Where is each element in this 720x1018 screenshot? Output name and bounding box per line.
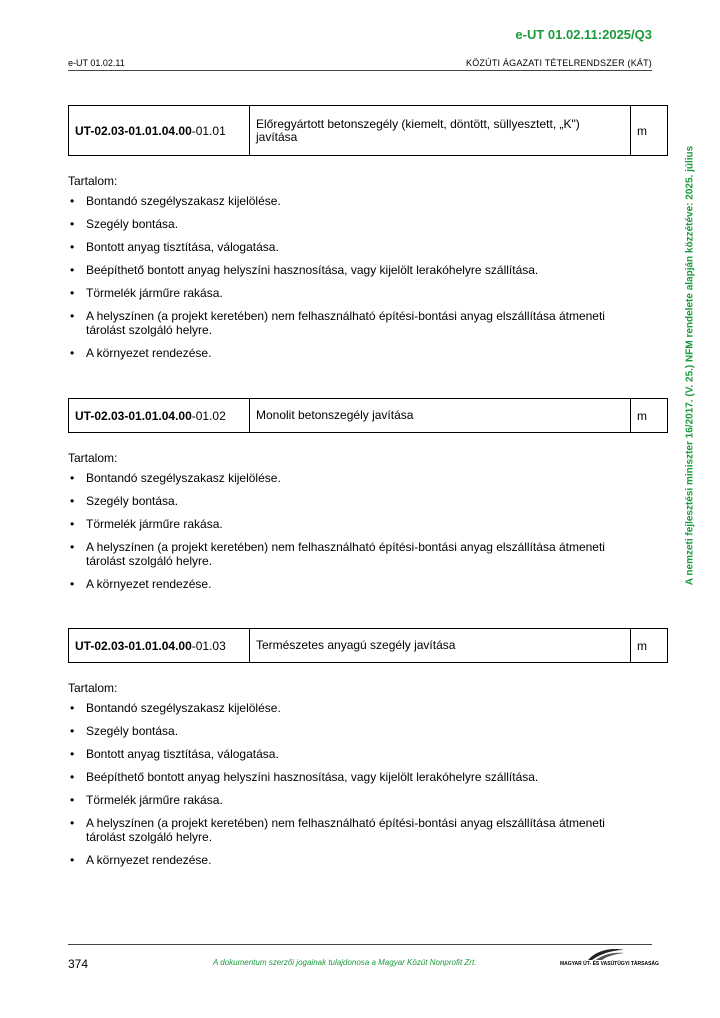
list-item: • Szegély bontása.	[70, 217, 179, 231]
list-item: • Beépíthető bontott anyag helyszíni hasznosítása, vagy kijelölt lerakóhelyre szállítása.	[70, 263, 539, 277]
footer-divider	[68, 944, 652, 945]
list-item: • Beépíthető bontott anyag helyszíni hasznosítása, vagy kijelölt lerakóhelyre szállítása.	[70, 770, 539, 784]
list-item: • A környezet rendezése.	[70, 346, 212, 360]
list-item: • Szegély bontása.	[70, 494, 179, 508]
item-section-1	[68, 105, 668, 369]
content-label: Tartalom:	[68, 681, 118, 695]
list-item: • A helyszínen (a projekt keretében) nem felhasználható építési-bontási anyag elszállítása átmeneti tárolást szolgáló helyre.	[70, 309, 605, 337]
list-item: • Bontandó szegélyszakasz kijelölése.	[70, 471, 281, 485]
header-divider	[68, 70, 652, 71]
item-table	[68, 398, 668, 433]
list-item: • Törmelék járműre rakása.	[70, 517, 223, 531]
item-description: Monolit betonszegély javítása	[250, 399, 631, 433]
list-item: • Törmelék járműre rakása.	[70, 793, 223, 807]
copyright-notice: A dokumentum szerzői jogainak tulajdonosa a Magyar Közút Nonprofit Zrt.	[213, 958, 477, 967]
item-code: UT-02.03-01.01.04.00-01.03	[69, 629, 250, 663]
document-code: e-UT 01.02.11:2025/Q3	[515, 27, 652, 42]
list-item: • A környezet rendezése.	[70, 577, 212, 591]
item-unit: m	[631, 106, 668, 156]
item-unit: m	[631, 629, 668, 663]
list-item: • A környezet rendezése.	[70, 853, 212, 867]
item-table	[68, 105, 668, 156]
header-left: e-UT 01.02.11	[68, 58, 125, 68]
content-list	[68, 701, 668, 867]
item-table	[68, 628, 668, 663]
item-unit: m	[631, 399, 668, 433]
item-description: Előregyártott betonszegély (kiemelt, döntött, süllyesztett, „K") javítása	[250, 106, 631, 156]
side-publication-note: A nemzeti fejlesztési miniszter 16/2017. (V. 25.) NFM rendelete alapján közzétéve: 2025. július	[684, 145, 696, 586]
content-list	[68, 194, 668, 360]
content-list	[68, 471, 668, 591]
logo-text: MAGYAR ÚT- ÉS VASÚTÜGYI TÁRSASÁG	[560, 961, 659, 967]
list-item: • A helyszínen (a projekt keretében) nem felhasználható építési-bontási anyag elszállítása átmeneti tárolást szolgáló helyre.	[70, 816, 605, 844]
organization-logo	[560, 947, 659, 971]
content-label: Tartalom:	[68, 174, 118, 188]
item-section-3	[68, 628, 668, 876]
page-number: 374	[68, 957, 89, 971]
item-code: UT-02.03-01.01.04.00-01.01	[69, 106, 250, 156]
list-item: • Bontandó szegélyszakasz kijelölése.	[70, 194, 281, 208]
road-swoosh-icon	[586, 947, 626, 961]
list-item: • Szegély bontása.	[70, 724, 179, 738]
header-right: KÖZÚTI ÁGAZATI TÉTELRENDSZER (KÁT)	[466, 58, 652, 68]
list-item: • Bontandó szegélyszakasz kijelölése.	[70, 701, 281, 715]
list-item: • Törmelék járműre rakása.	[70, 286, 223, 300]
list-item: • Bontott anyag tisztítása, válogatása.	[70, 747, 279, 761]
list-item: • Bontott anyag tisztítása, válogatása.	[70, 240, 279, 254]
content-label: Tartalom:	[68, 451, 118, 465]
list-item: • A helyszínen (a projekt keretében) nem felhasználható építési-bontási anyag elszállítása átmeneti tárolást szolgáló helyre.	[70, 540, 605, 568]
item-code: UT-02.03-01.01.04.00-01.02	[69, 399, 250, 433]
item-description: Természetes anyagú szegély javítása	[250, 629, 631, 663]
item-section-2	[68, 398, 668, 600]
